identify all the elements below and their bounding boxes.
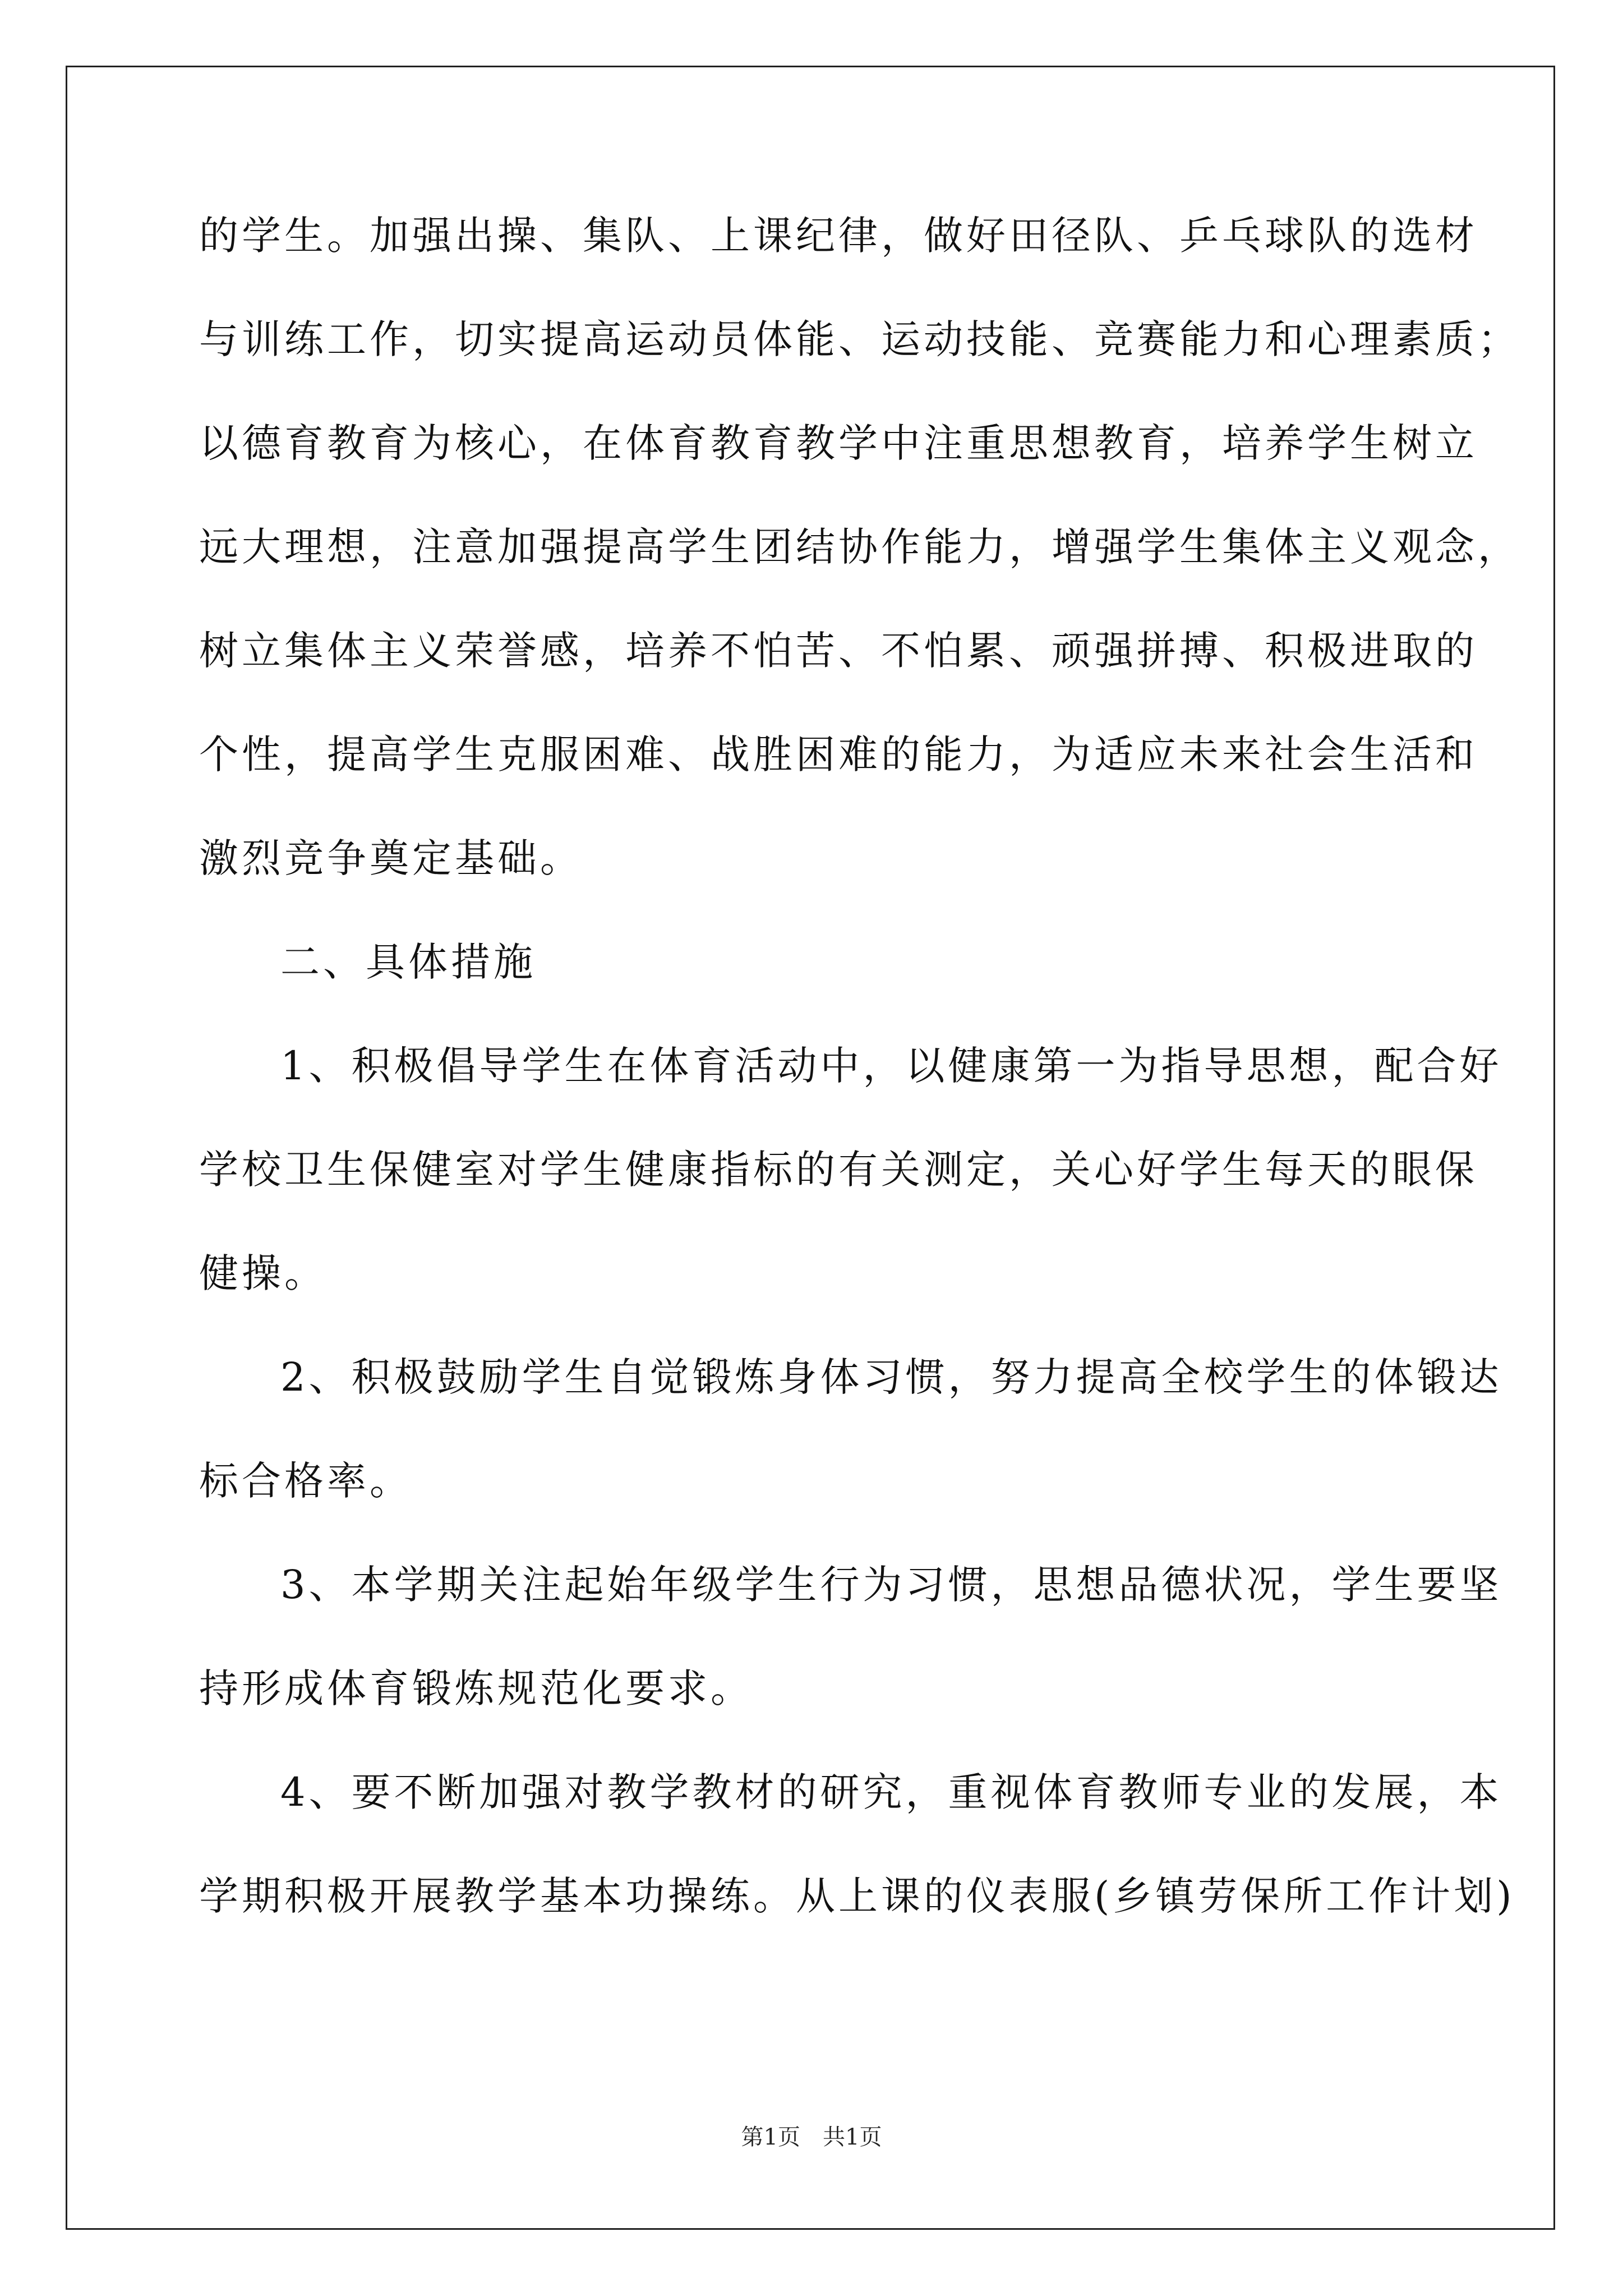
text-line: 远大理想，注意加强提高学生团结协作能力，增强学生集体主义观念，: [199, 524, 1520, 570]
section-heading: 二、具体措施: [280, 939, 536, 985]
text-line: 学校卫生保健室对学生健康指标的有关测定，关心好学生每天的眼保: [199, 1147, 1478, 1193]
text-line: 4、要不断加强对教学教材的研究，重视体育教师专业的发展，本: [280, 1769, 1502, 1815]
text-line: 激烈竞争奠定基础。: [199, 835, 583, 881]
text-line: 的学生。加强出操、集队、上课纪律，做好田径队、乒乓球队的选材: [199, 213, 1478, 259]
text-line: 以德育教育为核心，在体育教育教学中注重思想教育，培养学生树立: [199, 420, 1478, 466]
text-line: 3、本学期关注起始年级学生行为习惯，思想品德状况，学生要坚: [280, 1562, 1502, 1608]
text-line: 2、积极鼓励学生自觉锻炼身体习惯，努力提高全校学生的体锻达: [280, 1354, 1502, 1400]
text-line: 与训练工作，切实提高运动员体能、运动技能、竞赛能力和心理素质；: [199, 316, 1520, 362]
text-line: 树立集体主义荣誉感，培养不怕苦、不怕累、顽强拼搏、积极进取的: [199, 628, 1478, 674]
text-line: 1、积极倡导学生在体育活动中，以健康第一为指导思想，配合好: [280, 1043, 1502, 1089]
text-line: 学期积极开展教学基本功操练。从上课的仪表服(乡镇劳保所工作计划): [199, 1873, 1515, 1919]
page-footer: 第1页 共1页: [741, 2124, 882, 2150]
text-line: 标合格率。: [199, 1458, 412, 1504]
text-line: 个性，提高学生克服困难、战胜困难的能力，为适应未来社会生活和: [199, 731, 1478, 777]
text-line: 健操。: [199, 1250, 327, 1296]
text-line: 持形成体育锻炼规范化要求。: [199, 1665, 753, 1711]
